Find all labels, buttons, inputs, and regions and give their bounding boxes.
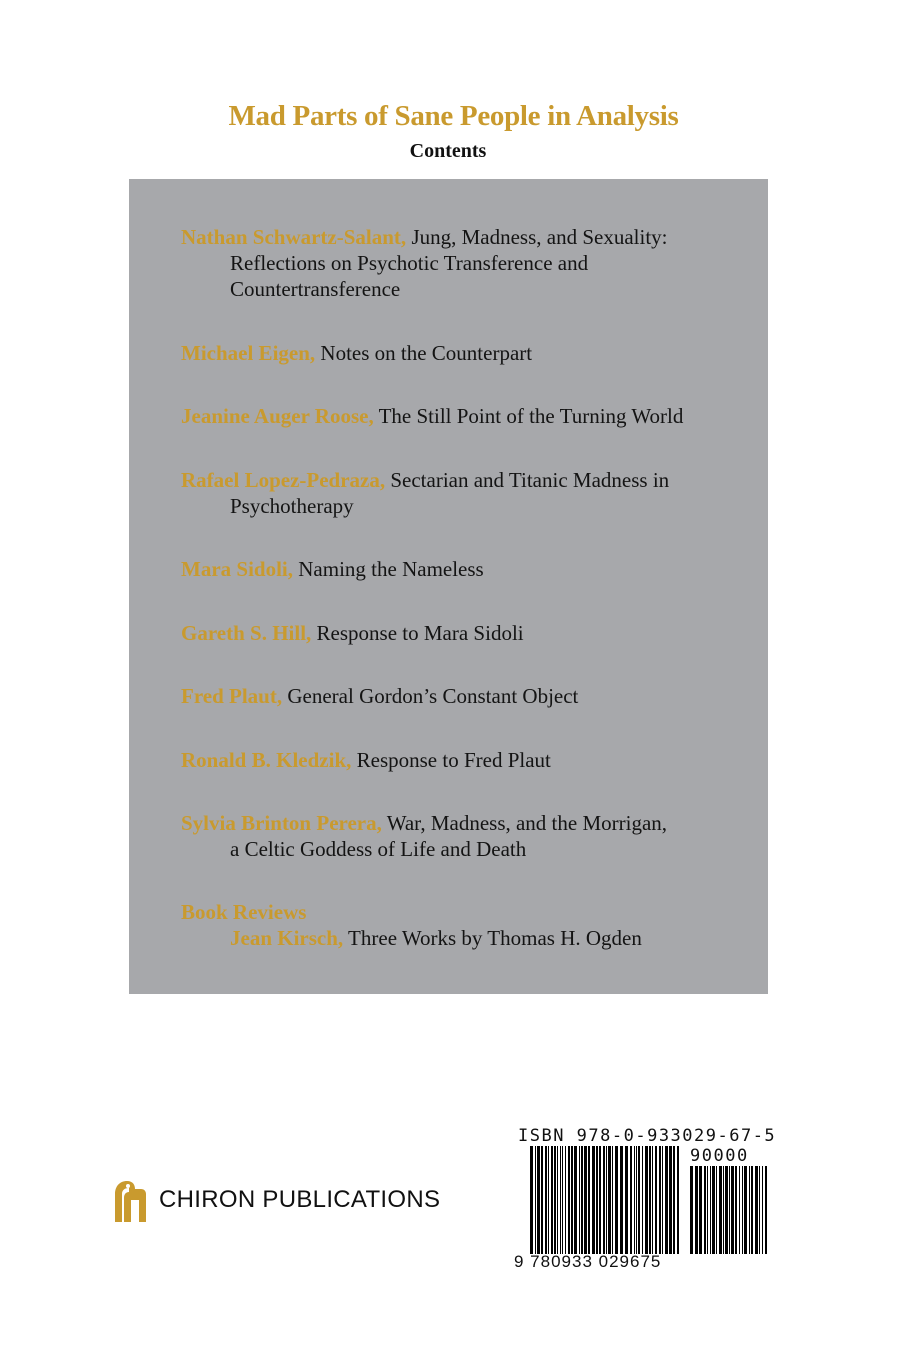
barcode-bar	[723, 1166, 724, 1254]
barcode-bar	[603, 1146, 605, 1254]
barcode-bar	[537, 1146, 540, 1254]
contents-entry	[181, 403, 761, 429]
barcode-bar	[759, 1166, 760, 1254]
barcode-bar	[652, 1146, 653, 1254]
barcode-bar	[562, 1146, 563, 1254]
contents-entry	[181, 467, 761, 519]
book-reviews-heading: Book Reviews	[181, 900, 307, 924]
barcode-bar	[719, 1166, 722, 1254]
barcode-bar	[560, 1146, 561, 1254]
barcode-bar	[690, 1166, 693, 1254]
barcode-bar	[596, 1146, 598, 1254]
barcode-bar	[615, 1146, 618, 1254]
barcode-bar	[744, 1166, 747, 1254]
isbn-label: ISBN 978-0-933029-67-5	[518, 1126, 777, 1146]
contents-entry	[181, 556, 761, 582]
barcode-addon	[690, 1166, 770, 1254]
barcode-bar	[581, 1146, 583, 1254]
barcode-bar	[625, 1146, 628, 1254]
contents-panel	[129, 179, 768, 994]
barcode-bar	[535, 1146, 536, 1254]
chiron-horse-logo-icon	[111, 1178, 147, 1222]
barcode-bar	[638, 1146, 640, 1254]
barcode-bar	[548, 1146, 549, 1254]
barcode-bar	[554, 1146, 556, 1254]
barcode-main	[530, 1146, 682, 1256]
barcode-bar	[735, 1166, 737, 1254]
barcode-bar	[579, 1146, 580, 1254]
barcode-bar	[592, 1146, 595, 1254]
barcode-bar	[620, 1146, 623, 1254]
barcode-bar	[673, 1146, 675, 1254]
contents-entry	[181, 620, 761, 646]
barcode-bar	[655, 1146, 657, 1254]
barcode-bar	[751, 1166, 753, 1254]
barcode-bar	[725, 1166, 728, 1254]
entry-title: Notes on the Counterpart	[320, 341, 533, 365]
barcode-bar	[649, 1146, 651, 1254]
entry-author: Michael Eigen,	[181, 341, 316, 365]
barcode-bar	[612, 1146, 613, 1254]
barcode-bar	[669, 1146, 672, 1254]
barcode-bar	[704, 1166, 706, 1254]
barcode-bar	[568, 1146, 570, 1254]
entry-author: Fred Plaut,	[181, 684, 283, 708]
entry-title: Naming the Nameless	[298, 557, 484, 581]
entry-author: Nathan Schwartz-Salant,	[181, 225, 407, 249]
contents-entry	[181, 810, 761, 862]
publisher-name: CHIRON PUBLICATIONS	[159, 1186, 441, 1213]
entry-title: General Gordon’s Constant Object	[287, 684, 579, 708]
barcode-bar	[755, 1166, 758, 1254]
barcode-bar	[599, 1146, 601, 1254]
barcode-bar	[662, 1146, 663, 1254]
entry-title-continued: a Celtic Goddess of Life and Death	[230, 837, 527, 861]
entry-title-continued: Countertransference	[230, 277, 401, 301]
barcode-bar	[584, 1146, 587, 1254]
entry-author: Jeanine Auger Roose,	[181, 404, 374, 428]
entry-author: Rafael Lopez-Pedraza,	[181, 468, 386, 492]
barcode-digits: 9 780933 029675	[514, 1252, 662, 1271]
barcode-bar	[636, 1146, 637, 1254]
barcode-bar	[762, 1166, 763, 1254]
contents-entry	[181, 747, 761, 773]
barcode-bar	[699, 1166, 702, 1254]
barcode-bar	[707, 1166, 708, 1254]
barcode-bar	[729, 1166, 730, 1254]
barcode-bar	[665, 1146, 668, 1254]
barcode-bar	[608, 1146, 611, 1254]
book-title: Mad Parts of Sane People in Analysis	[228, 100, 679, 132]
barcode-bar	[530, 1146, 533, 1254]
publisher-block	[111, 1178, 440, 1222]
barcode-bar	[565, 1146, 566, 1254]
entry-title-continued: Reflections on Psychotic Transference and	[230, 251, 589, 275]
entry-title-continued: Psychotherapy	[230, 494, 354, 518]
barcode-bar	[742, 1166, 743, 1254]
entry-author: Mara Sidoli,	[181, 557, 294, 581]
barcode-bar	[712, 1166, 715, 1254]
barcode-bar	[659, 1146, 661, 1254]
entry-title: War, Madness, and the Morrigan,	[386, 811, 668, 835]
barcode-bar	[551, 1146, 553, 1254]
contents-entry	[181, 224, 761, 302]
book-review-entry	[181, 925, 761, 951]
barcode-bar	[645, 1146, 648, 1254]
barcode-bar	[545, 1146, 547, 1254]
barcode-bar	[634, 1146, 635, 1254]
barcode-bar	[571, 1146, 573, 1254]
entry-author: Gareth S. Hill,	[181, 621, 312, 645]
price-code: 90000	[690, 1146, 749, 1166]
entry-title: Jung, Madness, and Sexuality:	[411, 225, 668, 249]
barcode-bar	[541, 1146, 543, 1254]
entry-author: Sylvia Brinton Perera,	[181, 811, 382, 835]
entry-title: The Still Point of the Turning World	[378, 404, 684, 428]
barcode-bar	[695, 1166, 698, 1254]
entry-title: Response to Fred Plaut	[356, 748, 551, 772]
barcode-bar	[630, 1146, 632, 1254]
entry-author: Jean Kirsch,	[230, 926, 344, 950]
entry-title: Sectarian and Titanic Madness in	[390, 468, 670, 492]
contents-entry	[181, 683, 761, 709]
barcode-bar	[731, 1166, 734, 1254]
barcode-bar	[642, 1146, 643, 1254]
barcode-bar	[606, 1146, 607, 1254]
entry-title: Three Works by Thomas H. Ogden	[348, 926, 642, 950]
barcode-bar	[710, 1166, 711, 1254]
barcode-bar	[557, 1146, 558, 1254]
entry-title: Response to Mara Sidoli	[316, 621, 524, 645]
contents-entry	[181, 340, 761, 366]
entry-author: Ronald B. Kledzik,	[181, 748, 352, 772]
book-reviews-section	[181, 899, 761, 951]
barcode-bar	[588, 1146, 590, 1254]
barcode-bar	[677, 1146, 679, 1254]
contents-heading: Contents	[409, 140, 487, 162]
barcode-bar	[574, 1146, 577, 1254]
barcode-bar	[749, 1166, 750, 1254]
barcode-bar	[765, 1166, 767, 1254]
barcode-bar	[739, 1166, 740, 1254]
barcode-bar	[716, 1166, 717, 1254]
